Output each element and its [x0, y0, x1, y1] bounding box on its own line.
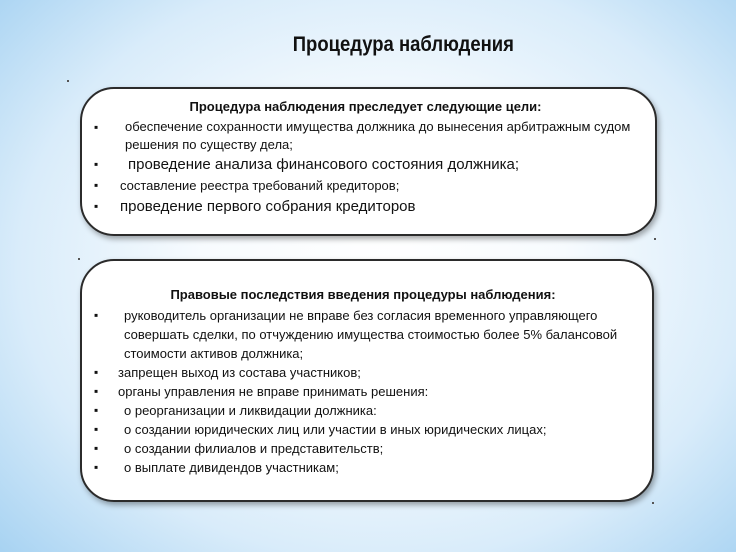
bullet-icon: ▪ [94, 199, 99, 213]
bullet-icon: ▪ [94, 365, 99, 379]
list-item [92, 118, 639, 154]
list-item [92, 306, 634, 363]
list-item [92, 363, 634, 382]
decor-dot [67, 80, 69, 82]
list-item [92, 439, 634, 458]
list-item [92, 175, 639, 196]
consequences-heading: Правовые последствия введения процедуры наблюдения: [170, 287, 556, 302]
list-item-text: обеспечение сохранности имущества должника до вынесения арбитражным судом решения по существу дела; [125, 119, 631, 152]
bullet-icon: ▪ [94, 120, 99, 134]
bullet-icon: ▪ [94, 403, 99, 417]
list-item-text: о выплате дивидендов участникам; [124, 460, 339, 475]
bullet-icon: ▪ [94, 441, 99, 455]
goals-box [80, 87, 657, 236]
bullet-icon: ▪ [94, 157, 99, 171]
bullet-icon: ▪ [94, 178, 99, 192]
list-item-text: о реорганизации и ликвидации должника: [124, 403, 377, 418]
list-item-text: составление реестра требований кредиторов; [120, 178, 400, 193]
bullet-icon: ▪ [94, 308, 99, 322]
list-item-text: о создании филиалов и представительств; [124, 441, 384, 456]
list-item-text: о создании юридических лиц или участии в иных юридических лицах; [124, 422, 547, 437]
bullet-icon: ▪ [94, 384, 99, 398]
consequences-box [80, 259, 654, 502]
decor-dot [652, 502, 654, 504]
list-item-text: руководитель организации не вправе без согласия временного управляющего совершать сделки, по отчуждению имущества стоимостью более 5% балансовой стоимости активов должника; [124, 308, 618, 361]
list-item [92, 420, 634, 439]
list-item [92, 154, 639, 175]
list-item [92, 382, 634, 401]
list-item [92, 196, 639, 217]
goals-heading: Процедура наблюдения преследует следующие цели: [189, 99, 542, 114]
list-item-text: проведение первого собрания кредиторов [120, 198, 416, 215]
list-item-text: запрещен выход из состава участников; [118, 365, 361, 380]
bullet-icon: ▪ [94, 422, 99, 436]
decor-dot [78, 258, 80, 260]
list-item [92, 458, 634, 477]
page-title: Процедура наблюдения [292, 33, 514, 56]
list-item-text: органы управления не вправе принимать решения: [118, 384, 429, 399]
decor-dot [654, 238, 656, 240]
list-item [92, 401, 634, 420]
consequences-list [92, 306, 634, 477]
bullet-icon: ▪ [94, 460, 99, 474]
goals-list [92, 118, 639, 217]
list-item-text: проведение анализа финансового состояния должника; [128, 156, 520, 173]
